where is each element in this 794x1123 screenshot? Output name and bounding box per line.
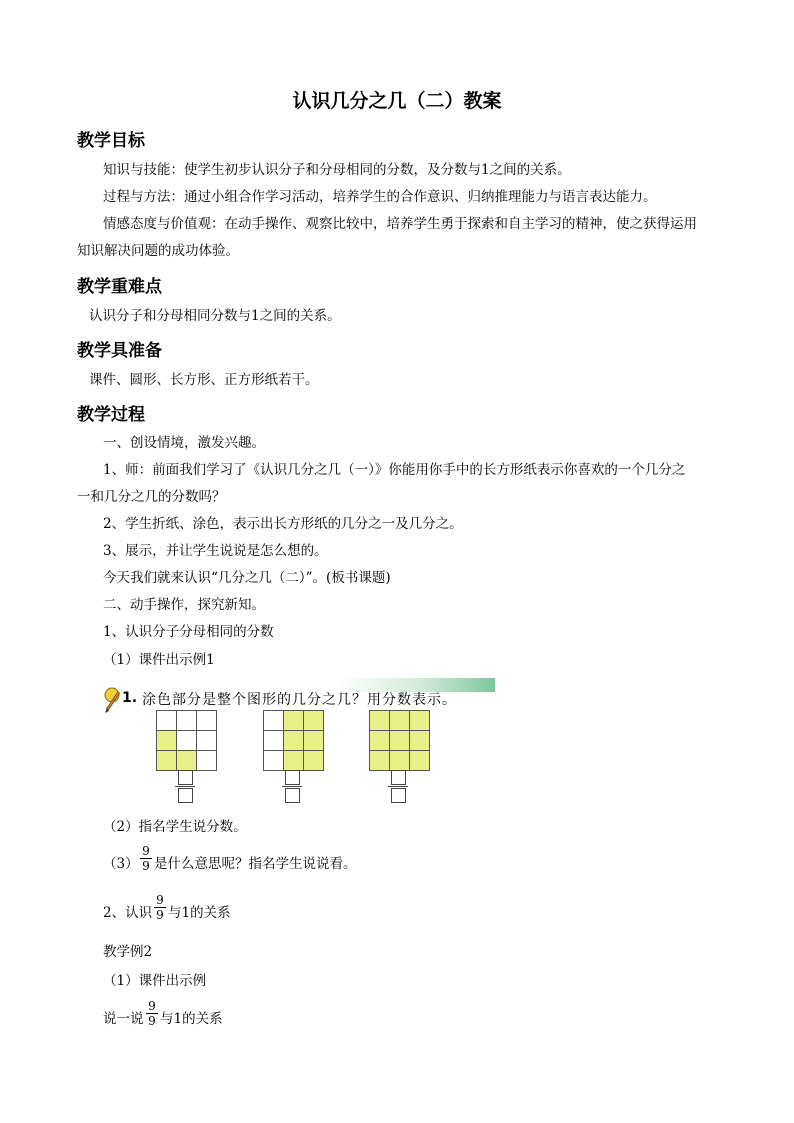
grid-cell: [370, 711, 390, 731]
grid-cell: [410, 711, 430, 731]
grid-cell: [177, 751, 197, 771]
shape-grid-3: [369, 710, 430, 771]
goals-line-3b: 知识解决问题的成功体验。: [77, 243, 239, 259]
heading-process: 教学过程: [77, 405, 145, 425]
process-p10-prefix: （3）: [103, 856, 139, 872]
fraction-nine-ninths-2: [154, 894, 166, 921]
grid-cell: [157, 711, 177, 731]
grid-cell: [304, 751, 324, 771]
grid-cell: [370, 751, 390, 771]
process-p12: 教学例2: [103, 944, 153, 960]
grid-cell: [157, 731, 177, 751]
process-p3: 2、学生折纸、涂色，表示出长方形纸的几分之一及几分之。: [103, 516, 463, 532]
grid-cell: [264, 751, 284, 771]
grid-cell: [264, 731, 284, 751]
heading-preparation: 教学具准备: [77, 341, 162, 361]
grid-cell: [197, 731, 217, 751]
grid-cell: [390, 711, 410, 731]
fraction-line-2: [282, 786, 302, 787]
process-p11-suffix: 与1的关系: [168, 905, 231, 921]
fraction-denominator: 9: [156, 908, 164, 922]
grid-cell: [390, 731, 410, 751]
fraction-numerator: 9: [156, 893, 164, 907]
key-line-1: 认识分子和分母相同分数与1之间的关系。: [89, 308, 341, 324]
grid-cell: [264, 711, 284, 731]
grid-cell: [157, 751, 177, 771]
shape-grid-2: [263, 710, 324, 771]
grid-cell: [197, 751, 217, 771]
heading-goals: 教学目标: [77, 131, 145, 151]
answer-box-numerator-3[interactable]: [391, 770, 406, 785]
answer-box-denominator-3[interactable]: [391, 788, 406, 803]
grid-cell: [390, 751, 410, 771]
example-number: 1.: [122, 690, 138, 706]
process-p4: 3、展示，并让学生说说是怎么想的。: [103, 543, 328, 559]
grid-cell: [410, 731, 430, 751]
process-p13: （1）课件出示例: [103, 973, 207, 989]
grid-cell: [177, 731, 197, 751]
fraction-numerator: 9: [142, 844, 150, 858]
example-instruction: 涂色部分是整个图形的几分之几？用分数表示。: [142, 692, 457, 708]
process-p9: （2）指名学生说分数。: [103, 819, 247, 835]
answer-box-denominator-2[interactable]: [285, 788, 300, 803]
grid-cell: [284, 731, 304, 751]
grid-cell: [177, 711, 197, 731]
fraction-line-1: [175, 786, 195, 787]
process-p8: （1）课件出示例1: [103, 652, 215, 668]
process-p10-suffix: 是什么意思呢？指名学生说说看。: [154, 856, 357, 872]
process-p1: 一、创设情境，激发兴趣。: [103, 435, 265, 451]
grid-cell: [304, 731, 324, 751]
fraction-nine-ninths-1: [140, 845, 152, 872]
prep-line-1: 课件、圆形、长方形、正方形纸若干。: [89, 372, 319, 388]
page-title: 认识几分之几（二）教案: [292, 90, 502, 112]
goals-line-3a: 情感态度与价值观：在动手操作、观察比较中，培养学生勇于探索和自主学习的精神，使之获得运用: [103, 216, 697, 232]
answer-box-numerator-1[interactable]: [178, 770, 193, 785]
answer-box-numerator-2[interactable]: [285, 770, 300, 785]
shape-grid-1: [156, 710, 217, 771]
fraction-line-3: [388, 786, 408, 787]
process-p14-suffix: 与1的关系: [160, 1011, 223, 1027]
pencil-icon: [103, 686, 123, 714]
process-p14-prefix: 说一说: [103, 1011, 144, 1027]
goals-line-1: 知识与技能：使学生初步认识分子和分母相同的分数，及分数与1之间的关系。: [103, 162, 571, 178]
answer-box-denominator-1[interactable]: [178, 788, 193, 803]
grid-cell: [410, 751, 430, 771]
grid-cell: [284, 751, 304, 771]
grid-cell: [370, 731, 390, 751]
fraction-denominator: 9: [142, 859, 150, 873]
goals-line-2: 过程与方法：通过小组合作学习活动，培养学生的合作意识、归纳推理能力与语言表达能力。: [103, 189, 657, 205]
process-p2a: 1、师：前面我们学习了《认识几分之几（一）》你能用你手中的长方形纸表示你喜欢的一个几分之: [103, 462, 686, 478]
heading-key-points: 教学重难点: [77, 277, 162, 297]
process-p5: 今天我们就来认识“几分之几（二）”。(板书课题): [103, 570, 391, 586]
process-p7: 1、认识分子分母相同的分数: [103, 624, 274, 640]
process-p6: 二、动手操作，探究新知。: [103, 597, 265, 613]
fraction-denominator: 9: [148, 1014, 156, 1028]
fraction-numerator: 9: [148, 999, 156, 1013]
process-p2b: 一和几分之几的分数吗？: [77, 489, 226, 505]
grid-cell: [197, 711, 217, 731]
fraction-nine-ninths-3: [146, 1000, 158, 1027]
grid-cell: [304, 711, 324, 731]
process-p11-prefix: 2、认识: [103, 905, 153, 921]
grid-cell: [284, 711, 304, 731]
